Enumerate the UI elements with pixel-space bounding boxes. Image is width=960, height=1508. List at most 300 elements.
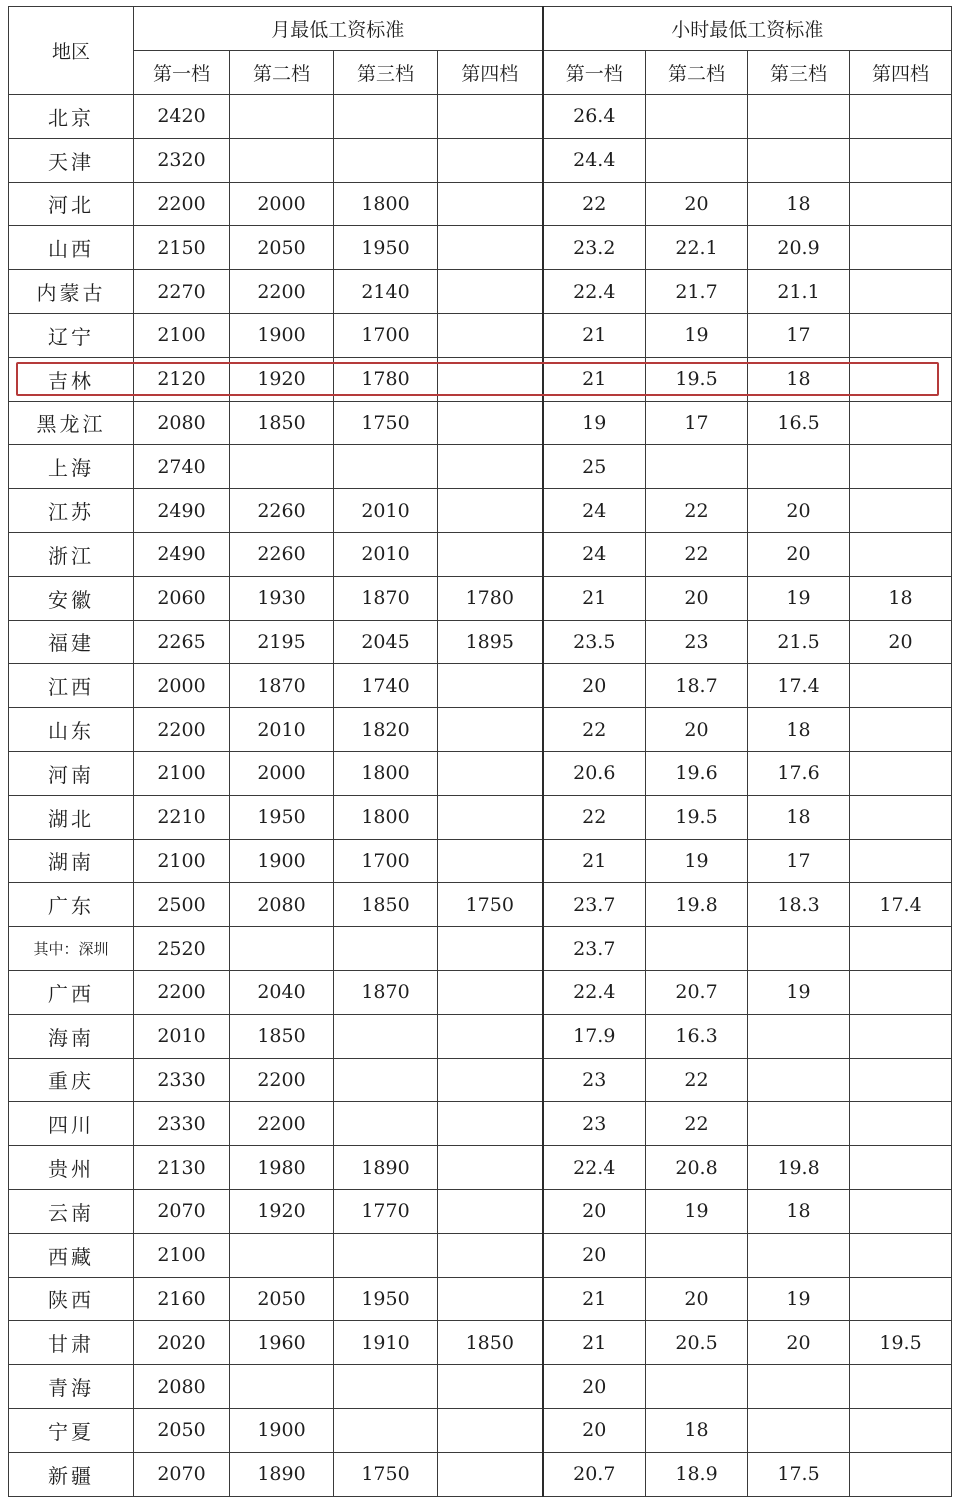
- hourly-tier-1-cell: 17.9: [543, 1014, 646, 1058]
- table-row: [9, 970, 952, 1014]
- monthly-tier-4-cell: [438, 839, 543, 883]
- monthly-tier-1-cell: 2500: [134, 883, 230, 927]
- monthly-tier-4-cell: [438, 751, 543, 795]
- hourly-tier-2-cell: 19.8: [646, 883, 748, 927]
- monthly-tier-2-cell: 1850: [230, 401, 334, 445]
- hourly-tier-1-cell: 23.2: [543, 226, 646, 270]
- hourly-group-header: 小时最低工资标准: [543, 7, 952, 51]
- table-row: [9, 576, 952, 620]
- hourly-tier-1-cell: 20: [543, 664, 646, 708]
- monthly-tier-1-cell: 2130: [134, 1146, 230, 1190]
- monthly-tier-2-cell: 2260: [230, 532, 334, 576]
- hourly-tier-3-cell: 21.5: [748, 620, 850, 664]
- monthly-tier-4-cell: [438, 489, 543, 533]
- hourly-tier-3-cell: 17.4: [748, 664, 850, 708]
- monthly-tier-4-cell: 1850: [438, 1321, 543, 1365]
- table-row: [9, 1146, 952, 1190]
- table-row: [9, 1277, 952, 1321]
- hourly-tier-4-cell: 18: [850, 576, 952, 620]
- hourly-tier-3-cell: 19.8: [748, 1146, 850, 1190]
- hourly-tier-1-cell: 23: [543, 1102, 646, 1146]
- region-cell: 江苏: [9, 489, 134, 533]
- hourly-tier-3-cell: [748, 95, 850, 139]
- region-cell: 西藏: [9, 1233, 134, 1277]
- hourly-tier-2-cell: 20: [646, 708, 748, 752]
- hourly-tier-1-cell: 23.7: [543, 883, 646, 927]
- monthly-tier-1-cell: 2200: [134, 708, 230, 752]
- hourly-tier-2-cell: [646, 445, 748, 489]
- hourly-tier-1-cell: 22: [543, 708, 646, 752]
- monthly-tier-4-cell: [438, 1146, 543, 1190]
- hourly-tier-2-cell: 19: [646, 1189, 748, 1233]
- hourly-tier-1-cell: 23.5: [543, 620, 646, 664]
- monthly-tier-3-cell: 2140: [334, 270, 438, 314]
- hourly-tier-2-cell: 20: [646, 182, 748, 226]
- monthly-tier-3-cell: [334, 1102, 438, 1146]
- monthly-tier-2-cell: 1960: [230, 1321, 334, 1365]
- region-cell: 吉林: [9, 357, 134, 401]
- region-cell: 北京: [9, 95, 134, 139]
- region-cell: 浙江: [9, 532, 134, 576]
- monthly-tier-2-cell: 1920: [230, 357, 334, 401]
- hourly-tier-3-cell: 20: [748, 532, 850, 576]
- region-cell: 河北: [9, 182, 134, 226]
- monthly-tier-4-cell: [438, 1277, 543, 1321]
- hourly-tier-2-cell: 22: [646, 489, 748, 533]
- hourly-tier-2-cell: 19.6: [646, 751, 748, 795]
- region-cell: 云南: [9, 1189, 134, 1233]
- monthly-tier-1-cell: 2320: [134, 138, 230, 182]
- monthly-tier-3-cell: 1870: [334, 576, 438, 620]
- hourly-tier-2-cell: 20.7: [646, 970, 748, 1014]
- table-body: [9, 95, 952, 1497]
- hourly-tier-1-cell: 20.6: [543, 751, 646, 795]
- monthly-tier-1-cell: 2150: [134, 226, 230, 270]
- table-row: [9, 95, 952, 139]
- monthly-tier-3-cell: 1780: [334, 357, 438, 401]
- monthly-tier-1-cell: 2100: [134, 751, 230, 795]
- monthly-tier-3-cell: 1870: [334, 970, 438, 1014]
- hourly-tier-2-cell: 20.8: [646, 1146, 748, 1190]
- table-row: [9, 1058, 952, 1102]
- monthly-tier-3-cell: 1910: [334, 1321, 438, 1365]
- table-row: [9, 839, 952, 883]
- region-header: 地区: [9, 7, 134, 95]
- monthly-tier-2-cell: 2195: [230, 620, 334, 664]
- table-row: [9, 489, 952, 533]
- hourly-tier-2-cell: 20: [646, 576, 748, 620]
- table-row: [9, 1408, 952, 1452]
- monthly-tier-3-cell: [334, 138, 438, 182]
- monthly-tier-3-cell: 1750: [334, 401, 438, 445]
- monthly-tier-4-cell: [438, 1365, 543, 1409]
- monthly-tier-4-cell: [438, 138, 543, 182]
- table-row: [9, 226, 952, 270]
- table-row: [9, 664, 952, 708]
- hourly-tier-1-cell: 23.7: [543, 927, 646, 971]
- hourly-tier-2-cell: 16.3: [646, 1014, 748, 1058]
- hourly-tier-1-cell: 21: [543, 839, 646, 883]
- monthly-tier-3-cell: [334, 1365, 438, 1409]
- monthly-tier-2-cell: 2200: [230, 270, 334, 314]
- monthly-tier-4-cell: [438, 1189, 543, 1233]
- hourly-tier-4-cell: [850, 401, 952, 445]
- hourly-tier-4-cell: 20: [850, 620, 952, 664]
- hourly-tier-1-cell: 25: [543, 445, 646, 489]
- monthly-tier-2-cell: 2200: [230, 1058, 334, 1102]
- hourly-tier-3-cell: 20: [748, 1321, 850, 1365]
- hourly-tier-4-cell: [850, 708, 952, 752]
- hourly-tier-2-cell: 18.9: [646, 1452, 748, 1496]
- hourly-tier-4-cell: [850, 1233, 952, 1277]
- table-row: [9, 1233, 952, 1277]
- hourly-tier-4-cell: [850, 357, 952, 401]
- monthly-tier-4-cell: [438, 1102, 543, 1146]
- hourly-tier-3-cell: 16.5: [748, 401, 850, 445]
- hourly-tier-3-cell: 17.6: [748, 751, 850, 795]
- monthly-tier-4-cell: [438, 357, 543, 401]
- monthly-tier-1-cell: 2100: [134, 1233, 230, 1277]
- hourly-tier-2-cell: 23: [646, 620, 748, 664]
- monthly-tier-4-cell: [438, 532, 543, 576]
- monthly-tier-4-cell: [438, 226, 543, 270]
- monthly-tier-1-cell: 2490: [134, 489, 230, 533]
- hourly-tier-1-cell: 24: [543, 532, 646, 576]
- table-row: [9, 1321, 952, 1365]
- region-cell: 重庆: [9, 1058, 134, 1102]
- monthly-tier-2-cell: 1850: [230, 1014, 334, 1058]
- monthly-tier-1-cell: 2050: [134, 1408, 230, 1452]
- hourly-tier-4-cell: [850, 970, 952, 1014]
- monthly-tier-1-cell: 2100: [134, 839, 230, 883]
- hourly-tier-2-cell: 19: [646, 313, 748, 357]
- region-cell: 广东: [9, 883, 134, 927]
- hourly-tier-4-cell: [850, 270, 952, 314]
- hourly-tier-1-cell: 21: [543, 357, 646, 401]
- hourly-tier-2-cell: 19.5: [646, 357, 748, 401]
- region-cell: 上海: [9, 445, 134, 489]
- monthly-tier-2-cell: 1900: [230, 313, 334, 357]
- table-row: [9, 313, 952, 357]
- hourly-tier-1-cell: 22.4: [543, 970, 646, 1014]
- monthly-tier-1-cell: 2080: [134, 401, 230, 445]
- hourly-tier-3-cell: [748, 1102, 850, 1146]
- monthly-tier-2-cell: 1930: [230, 576, 334, 620]
- monthly-tier-1-cell: 2160: [134, 1277, 230, 1321]
- monthly-tier-1-cell: 2330: [134, 1102, 230, 1146]
- monthly-tier-3-cell: 1950: [334, 1277, 438, 1321]
- monthly-tier-2-cell: 1920: [230, 1189, 334, 1233]
- hourly-tier-2-header: 第二档: [646, 51, 748, 95]
- hourly-tier-3-cell: 21.1: [748, 270, 850, 314]
- hourly-tier-1-cell: 20.7: [543, 1452, 646, 1496]
- hourly-tier-2-cell: [646, 1233, 748, 1277]
- hourly-tier-2-cell: 19: [646, 839, 748, 883]
- monthly-tier-2-header: 第二档: [230, 51, 334, 95]
- table-row: [9, 1365, 952, 1409]
- monthly-tier-1-cell: 2520: [134, 927, 230, 971]
- hourly-tier-4-cell: [850, 313, 952, 357]
- monthly-tier-3-cell: [334, 445, 438, 489]
- monthly-tier-4-cell: [438, 970, 543, 1014]
- monthly-tier-2-cell: [230, 927, 334, 971]
- hourly-tier-1-cell: 26.4: [543, 95, 646, 139]
- monthly-tier-1-cell: 2120: [134, 357, 230, 401]
- table-row: [9, 1189, 952, 1233]
- monthly-tier-4-cell: [438, 95, 543, 139]
- hourly-tier-4-header: 第四档: [850, 51, 952, 95]
- region-cell: 山西: [9, 226, 134, 270]
- table-row: [9, 1452, 952, 1496]
- hourly-tier-4-cell: [850, 664, 952, 708]
- hourly-tier-4-cell: [850, 1146, 952, 1190]
- region-cell: 贵州: [9, 1146, 134, 1190]
- monthly-tier-4-cell: [438, 795, 543, 839]
- hourly-tier-2-cell: 17: [646, 401, 748, 445]
- table-row: [9, 620, 952, 664]
- table-row: [9, 795, 952, 839]
- monthly-tier-1-cell: 2080: [134, 1365, 230, 1409]
- hourly-tier-2-cell: [646, 95, 748, 139]
- monthly-tier-2-cell: 2010: [230, 708, 334, 752]
- hourly-tier-3-cell: [748, 927, 850, 971]
- hourly-tier-1-cell: 20: [543, 1365, 646, 1409]
- hourly-tier-3-cell: [748, 1365, 850, 1409]
- monthly-tier-1-cell: 2100: [134, 313, 230, 357]
- hourly-tier-4-cell: [850, 1189, 952, 1233]
- region-cell: 宁夏: [9, 1408, 134, 1452]
- hourly-tier-3-cell: 18: [748, 357, 850, 401]
- hourly-tier-3-cell: 18: [748, 182, 850, 226]
- monthly-tier-2-cell: 1950: [230, 795, 334, 839]
- monthly-tier-4-cell: [438, 708, 543, 752]
- region-cell: 湖南: [9, 839, 134, 883]
- monthly-tier-3-cell: 1800: [334, 751, 438, 795]
- monthly-tier-2-cell: [230, 95, 334, 139]
- hourly-tier-1-cell: 21: [543, 576, 646, 620]
- hourly-tier-3-cell: 18: [748, 708, 850, 752]
- hourly-tier-3-cell: 20: [748, 489, 850, 533]
- monthly-tier-4-cell: [438, 445, 543, 489]
- hourly-tier-1-cell: 22.4: [543, 270, 646, 314]
- monthly-tier-4-cell: [438, 401, 543, 445]
- monthly-tier-3-cell: [334, 1058, 438, 1102]
- monthly-tier-1-cell: 2740: [134, 445, 230, 489]
- hourly-tier-1-cell: 22.4: [543, 1146, 646, 1190]
- hourly-tier-4-cell: [850, 1365, 952, 1409]
- hourly-tier-3-cell: 18: [748, 1189, 850, 1233]
- hourly-tier-3-cell: [748, 1058, 850, 1102]
- hourly-tier-4-cell: [850, 1058, 952, 1102]
- monthly-tier-2-cell: 2000: [230, 751, 334, 795]
- monthly-tier-2-cell: 1900: [230, 1408, 334, 1452]
- table-row: [9, 532, 952, 576]
- monthly-tier-3-cell: [334, 1233, 438, 1277]
- monthly-tier-4-cell: [438, 1014, 543, 1058]
- hourly-tier-1-header: 第一档: [543, 51, 646, 95]
- monthly-tier-2-cell: 2050: [230, 1277, 334, 1321]
- hourly-tier-4-cell: [850, 1277, 952, 1321]
- region-cell: 天津: [9, 138, 134, 182]
- hourly-tier-4-cell: 17.4: [850, 883, 952, 927]
- monthly-tier-4-cell: 1895: [438, 620, 543, 664]
- hourly-tier-3-cell: 19: [748, 576, 850, 620]
- table-row: [9, 445, 952, 489]
- monthly-group-header: 月最低工资标准: [134, 7, 543, 51]
- monthly-tier-3-cell: 2010: [334, 489, 438, 533]
- monthly-tier-1-cell: 2265: [134, 620, 230, 664]
- table-row: [9, 708, 952, 752]
- monthly-tier-3-cell: 1890: [334, 1146, 438, 1190]
- monthly-tier-2-cell: 1980: [230, 1146, 334, 1190]
- hourly-tier-1-cell: 20: [543, 1408, 646, 1452]
- table-row: [9, 927, 952, 971]
- monthly-tier-2-cell: 2000: [230, 182, 334, 226]
- hourly-tier-4-cell: [850, 751, 952, 795]
- hourly-tier-3-cell: [748, 1233, 850, 1277]
- monthly-tier-4-cell: [438, 182, 543, 226]
- monthly-tier-3-cell: 1950: [334, 226, 438, 270]
- hourly-tier-4-cell: [850, 839, 952, 883]
- monthly-tier-1-cell: 2210: [134, 795, 230, 839]
- hourly-tier-3-cell: 19: [748, 970, 850, 1014]
- hourly-tier-4-cell: [850, 489, 952, 533]
- monthly-tier-2-cell: [230, 1365, 334, 1409]
- monthly-tier-4-cell: [438, 664, 543, 708]
- monthly-tier-4-header: 第四档: [438, 51, 543, 95]
- region-cell: 福建: [9, 620, 134, 664]
- table-row: [9, 883, 952, 927]
- region-cell: 内蒙古: [9, 270, 134, 314]
- monthly-tier-1-cell: 2070: [134, 1189, 230, 1233]
- hourly-tier-4-cell: [850, 795, 952, 839]
- table-row: [9, 270, 952, 314]
- monthly-tier-2-cell: [230, 445, 334, 489]
- monthly-tier-3-cell: 1700: [334, 839, 438, 883]
- hourly-tier-4-cell: 19.5: [850, 1321, 952, 1365]
- monthly-tier-4-cell: [438, 1408, 543, 1452]
- hourly-tier-4-cell: [850, 182, 952, 226]
- hourly-tier-3-cell: 17.5: [748, 1452, 850, 1496]
- monthly-tier-4-cell: [438, 1058, 543, 1102]
- monthly-tier-2-cell: 2080: [230, 883, 334, 927]
- region-cell: 湖北: [9, 795, 134, 839]
- monthly-tier-3-cell: 1740: [334, 664, 438, 708]
- hourly-tier-2-cell: 18.7: [646, 664, 748, 708]
- table-row: [9, 751, 952, 795]
- monthly-tier-2-cell: 2200: [230, 1102, 334, 1146]
- monthly-tier-3-cell: 1820: [334, 708, 438, 752]
- hourly-tier-2-cell: [646, 927, 748, 971]
- hourly-tier-1-cell: 19: [543, 401, 646, 445]
- hourly-tier-1-cell: 21: [543, 1277, 646, 1321]
- monthly-tier-3-cell: [334, 1408, 438, 1452]
- monthly-tier-4-cell: [438, 270, 543, 314]
- hourly-tier-4-cell: [850, 1452, 952, 1496]
- region-cell: 陕西: [9, 1277, 134, 1321]
- monthly-tier-1-cell: 2490: [134, 532, 230, 576]
- monthly-tier-1-cell: 2070: [134, 1452, 230, 1496]
- hourly-tier-2-cell: 22.1: [646, 226, 748, 270]
- hourly-tier-3-cell: [748, 1014, 850, 1058]
- hourly-tier-2-cell: [646, 138, 748, 182]
- monthly-tier-1-cell: 2060: [134, 576, 230, 620]
- hourly-tier-2-cell: [646, 1365, 748, 1409]
- hourly-tier-2-cell: 18: [646, 1408, 748, 1452]
- hourly-tier-2-cell: 19.5: [646, 795, 748, 839]
- hourly-tier-4-cell: [850, 445, 952, 489]
- hourly-tier-3-cell: [748, 445, 850, 489]
- region-cell: 山东: [9, 708, 134, 752]
- monthly-tier-3-cell: [334, 927, 438, 971]
- monthly-tier-1-cell: 2420: [134, 95, 230, 139]
- hourly-tier-4-cell: [850, 138, 952, 182]
- hourly-tier-3-cell: 20.9: [748, 226, 850, 270]
- monthly-tier-3-cell: 1770: [334, 1189, 438, 1233]
- region-cell: 江西: [9, 664, 134, 708]
- hourly-tier-2-cell: 20: [646, 1277, 748, 1321]
- table-row: [9, 401, 952, 445]
- monthly-tier-2-cell: 1900: [230, 839, 334, 883]
- monthly-tier-4-cell: [438, 1233, 543, 1277]
- hourly-tier-3-cell: 18.3: [748, 883, 850, 927]
- table-row: [9, 1014, 952, 1058]
- wage-table-container: [8, 6, 952, 1497]
- hourly-tier-1-cell: 22: [543, 795, 646, 839]
- hourly-tier-1-cell: 24: [543, 489, 646, 533]
- region-cell: 青海: [9, 1365, 134, 1409]
- hourly-tier-4-cell: [850, 1102, 952, 1146]
- region-cell: 四川: [9, 1102, 134, 1146]
- hourly-tier-3-cell: [748, 1408, 850, 1452]
- hourly-tier-1-cell: 21: [543, 313, 646, 357]
- hourly-tier-3-cell: 17: [748, 839, 850, 883]
- monthly-tier-3-cell: [334, 1014, 438, 1058]
- minimum-wage-table: [8, 6, 952, 1497]
- hourly-tier-2-cell: 22: [646, 1102, 748, 1146]
- region-cell: 河南: [9, 751, 134, 795]
- hourly-tier-2-cell: 22: [646, 532, 748, 576]
- region-cell: 广西: [9, 970, 134, 1014]
- monthly-tier-1-cell: 2000: [134, 664, 230, 708]
- table-row: [9, 1102, 952, 1146]
- region-cell: 黑龙江: [9, 401, 134, 445]
- table-row: [9, 357, 952, 401]
- hourly-tier-3-cell: 18: [748, 795, 850, 839]
- monthly-tier-4-cell: 1780: [438, 576, 543, 620]
- table-row: [9, 138, 952, 182]
- monthly-tier-2-cell: 1890: [230, 1452, 334, 1496]
- monthly-tier-3-cell: [334, 95, 438, 139]
- monthly-tier-4-cell: 1750: [438, 883, 543, 927]
- monthly-tier-2-cell: [230, 138, 334, 182]
- monthly-tier-2-cell: 2260: [230, 489, 334, 533]
- monthly-tier-4-cell: [438, 1452, 543, 1496]
- hourly-tier-3-cell: 17: [748, 313, 850, 357]
- monthly-tier-2-cell: 2050: [230, 226, 334, 270]
- hourly-tier-2-cell: 21.7: [646, 270, 748, 314]
- monthly-tier-2-cell: [230, 1233, 334, 1277]
- hourly-tier-3-cell: 19: [748, 1277, 850, 1321]
- monthly-tier-1-header: 第一档: [134, 51, 230, 95]
- hourly-tier-3-cell: [748, 138, 850, 182]
- hourly-tier-3-header: 第三档: [748, 51, 850, 95]
- hourly-tier-1-cell: 24.4: [543, 138, 646, 182]
- monthly-tier-2-cell: 2040: [230, 970, 334, 1014]
- monthly-tier-3-header: 第三档: [334, 51, 438, 95]
- hourly-tier-1-cell: 22: [543, 182, 646, 226]
- hourly-tier-4-cell: [850, 95, 952, 139]
